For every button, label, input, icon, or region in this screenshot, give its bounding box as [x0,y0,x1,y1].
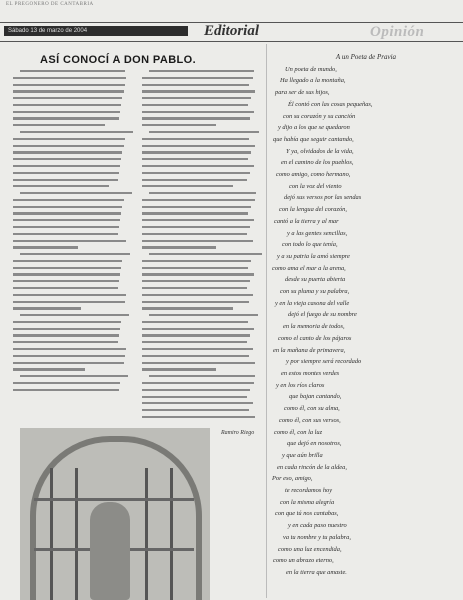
text-line [149,131,260,133]
poem-line: va tu nombre y tu palabra, [283,533,351,541]
poem-line: dejó sus versos por las sendas [284,194,362,202]
poem-line: y en los ríos claros [276,381,325,389]
poem-line: como él, con sus versos, [279,416,341,424]
poem-line: cantó a la tierra y al mar [274,217,339,225]
text-line [142,416,255,418]
text-line [142,321,248,323]
poem-line: como amigo, como hermano, [276,171,351,179]
text-line [13,348,126,350]
text-line [20,70,125,72]
text-line [142,389,250,391]
text-line [13,179,118,181]
text-line [142,219,254,221]
text-line [13,97,122,99]
text-line [142,362,255,364]
text-line [13,138,125,140]
text-line [142,273,254,275]
text-line [149,375,255,377]
column-divider [266,44,267,598]
photo-grille-bar [170,468,173,600]
text-line [13,382,120,384]
text-line [13,301,125,303]
text-line [13,206,122,208]
text-line [142,206,251,208]
poem-line: como él, con la luz [274,428,323,436]
text-line [142,260,251,262]
text-line [142,396,247,398]
poem-line: con la misma alegría [280,498,335,506]
text-line [142,348,253,350]
text-line [142,328,254,330]
text-line [142,84,249,86]
text-line [13,260,122,262]
photo-grille-bar [75,468,78,600]
poem-line: y a su patria la amó siempre [277,252,350,260]
text-line [149,70,254,72]
text-line [142,158,248,160]
poem-line: desde su puerta abierta [285,276,346,284]
text-line [13,212,121,214]
poem-line: con su corazón y su canción [283,112,356,120]
poem-line: y en cada paso nuestro [288,522,347,530]
text-line [142,355,249,357]
text-line [142,124,216,126]
text-line [142,240,253,242]
text-line [142,165,254,167]
poem-line: que había que seguir cantando, [273,135,354,143]
text-line [142,402,253,404]
poem-line: A un Poeta de Pravia [335,53,397,61]
text-line [13,321,121,323]
text-line [13,273,120,275]
text-line [142,199,255,201]
text-line [13,199,124,201]
text-line [13,334,119,336]
text-line [13,355,125,357]
text-line [13,111,120,113]
text-line [142,111,254,113]
poem-line: Él contó con las cosas pequeñas, [288,100,373,108]
text-line [13,287,118,289]
poem-line: Un poeta de mundo, [285,65,337,73]
poem-line: con todo lo que tenía, [282,241,338,249]
text-line [142,246,216,248]
masthead: EL PREGONERO DE CANTABRIA [6,2,94,7]
text-line [13,294,126,296]
text-line [149,253,262,255]
article-photo [20,428,210,600]
text-line [13,165,120,167]
text-line [13,84,125,86]
poem-line: como él, con su alma, [284,405,340,413]
text-line [142,287,247,289]
poem-column [272,52,460,579]
poem-line: y por siempre será recordado [286,358,362,366]
text-line [13,328,120,330]
poem-line: con la lengua del corazón, [279,206,347,214]
text-line [13,233,118,235]
text-line [142,267,248,269]
text-line [13,104,121,106]
poem-line: y dijo a los que se quedaron [278,124,350,132]
text-line [13,117,119,119]
text-line [20,375,128,377]
text-line [13,307,81,309]
poem-line: con que tú nos cantabas, [275,510,339,518]
poem-line: en la mañana de primavera, [273,346,346,354]
photo-grille-bar [50,468,53,600]
text-line [142,117,250,119]
text-line [13,90,124,92]
text-line [13,124,105,126]
text-line [142,138,249,140]
article-author: Ramiro Riego [221,430,255,436]
text-line [142,280,250,282]
text-line [142,301,249,303]
text-line [13,226,119,228]
poem-line: y en la vieja casona del valle [275,299,350,307]
text-line [142,368,216,370]
text-line [13,240,126,242]
article-title: ASÍ CONOCÍ A DON PABLO. [40,54,197,66]
text-line [142,341,247,343]
text-line [142,179,247,181]
text-line [13,341,118,343]
text-line [20,253,131,255]
photo-figure [90,502,130,600]
text-line [142,97,251,99]
text-line [142,90,255,92]
text-line [142,104,248,106]
poem-line: que bajan cantando, [289,393,342,401]
text-line [13,246,78,248]
text-line [142,172,250,174]
text-line [13,368,85,370]
poem-line: dejó el fuego de su nombre [288,311,357,319]
text-line [142,212,248,214]
text-line [13,389,119,391]
text-line [142,409,249,411]
text-line [13,145,124,147]
photo-grille-rail [34,498,194,501]
text-line [142,151,251,153]
text-line [142,185,233,187]
poem-line: en el camino de los pueblos, [281,159,354,167]
text-line [149,314,258,316]
photo-grille-bar [145,468,148,600]
text-line [20,192,132,194]
poem-line: y que aún brilla [282,451,323,459]
text-line [13,151,122,153]
text-line [13,77,126,79]
poem-line: en la memoria de todos, [283,323,345,331]
poem-line: en la tierra que amaste. [286,568,347,576]
poem-line: como el canto de los pájaros [278,334,352,342]
poem-line: Por eso, amigo, [272,475,313,483]
text-line [20,314,129,316]
poem-line: con la voz del viento [289,182,342,190]
poem-line: Y ya, olvidados de la vida, [286,147,354,155]
poem-line: como un abrazo eterno, [273,557,334,565]
text-line [13,267,121,269]
date-line: Sábado 13 de marzo de 2004 [4,26,188,36]
text-line [142,226,250,228]
poem-line: te recordamos hoy [285,487,333,495]
text-line [13,219,120,221]
text-line [149,192,256,194]
text-line [13,280,119,282]
section-title-editorial: Editorial [204,23,260,39]
text-line [13,185,109,187]
poem-line: como una luz encendida, [278,545,342,553]
text-line [13,158,121,160]
poem-line: en cada rincón de la aldea, [277,463,347,471]
poem-line: en estos montes verdes [281,369,340,377]
poem-line: como ama el mar a la arena, [272,264,346,272]
text-line [13,172,119,174]
text-line [142,307,233,309]
text-line [142,233,247,235]
text-line [142,294,253,296]
article-column-2 [142,70,256,423]
poem-line: que dejó en nosotros, [287,440,342,448]
text-line [142,334,250,336]
poem-line: Ha llegado a la montaña, [280,77,346,85]
text-line [142,382,254,384]
section-title-opinion: Opinión [370,24,425,40]
article-column-1 [13,70,127,396]
text-line [142,145,255,147]
text-line [20,131,133,133]
poem-line: con su pluma y su palabra, [280,288,350,296]
poem-line: y a las gentes sencillas, [287,229,348,237]
text-line [142,77,253,79]
poem-line: para ser de sus hijos, [275,89,330,97]
text-line [13,362,124,364]
